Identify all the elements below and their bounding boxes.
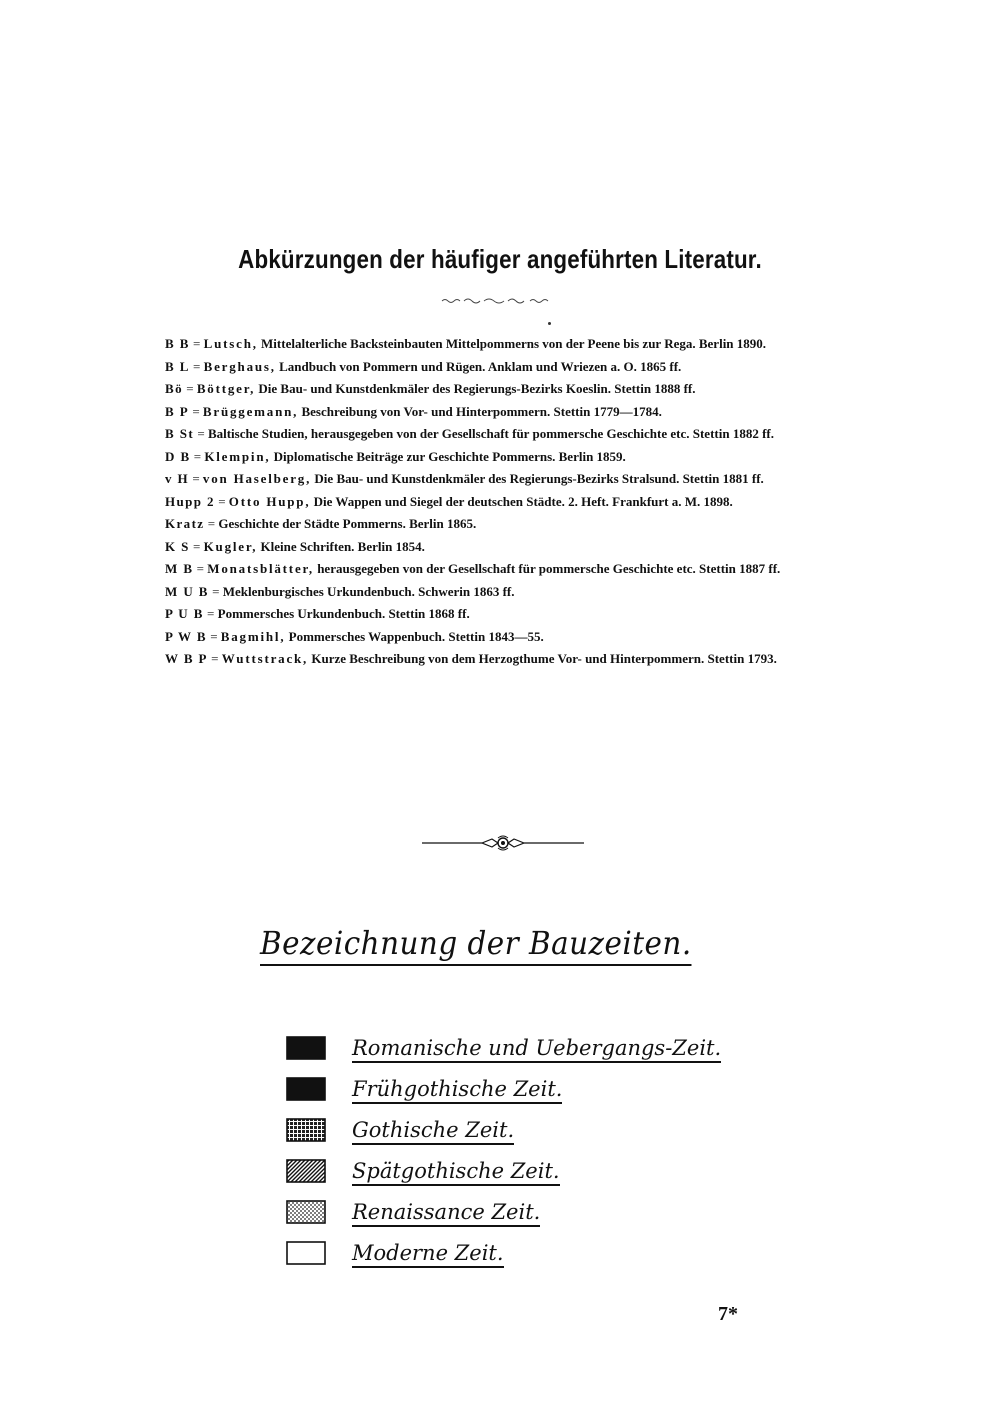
legend-row <box>286 1036 786 1077</box>
abbreviation-author: Wuttstrack, <box>221 651 309 666</box>
abbreviation-entry <box>165 334 845 353</box>
stray-dot <box>548 322 551 325</box>
abbreviation-author: Otto Hupp, <box>228 493 311 509</box>
abbreviation-entry <box>165 379 845 398</box>
abbreviation-entry <box>165 604 845 623</box>
abbreviation-key: M B <box>165 561 194 576</box>
abbreviation-entry <box>165 582 845 601</box>
abbreviation-description: Kleine Schriften. Berlin 1854. <box>260 538 425 554</box>
abbreviation-author: Monatsblätter, <box>207 561 314 576</box>
abbreviation-author: Klempin, <box>204 448 271 464</box>
abbreviation-entry <box>165 627 845 646</box>
abbreviation-description: Landbuch von Pommern und Rügen. Anklam und Wriezen a. O. 1865 ff. <box>279 358 682 374</box>
abbreviation-key: D B <box>165 448 191 464</box>
abbreviation-author: von Haselberg, <box>202 471 312 486</box>
abbreviation-description: Meklenburgisches Urkundenbuch. Schwerin 1863 ff. <box>222 583 515 599</box>
abbreviation-separator: = <box>212 583 220 599</box>
abbreviation-separator: = <box>207 606 215 621</box>
legend-row <box>286 1200 786 1241</box>
abbreviation-key: K S <box>165 538 190 554</box>
legend-row <box>286 1077 786 1118</box>
abbreviation-separator: = <box>197 426 205 441</box>
abbreviation-entry <box>165 514 845 533</box>
abbreviation-author: Berghaus, <box>203 358 276 374</box>
abbreviation-description: Baltische Studien, herausgegeben von der Gesellschaft für pommersche Geschichte etc. Stettin 1882 ff. <box>207 426 774 441</box>
abbreviation-key: W B P <box>165 651 208 666</box>
abbreviation-key: P U B <box>165 606 204 621</box>
legend-swatch-empty <box>286 1241 326 1265</box>
abbreviation-entry <box>165 402 845 421</box>
abbreviation-description: Die Wappen und Siegel der deutschen Städte. 2. Heft. Frankfurt a. M. 1898. <box>313 493 733 509</box>
abbreviation-key: M U B <box>165 583 209 599</box>
abbreviation-key: B L <box>165 358 190 374</box>
abbreviation-separator: = <box>192 403 200 419</box>
legend-row <box>286 1159 786 1200</box>
abbreviation-description: herausgegeben von der Gesellschaft für pommersche Geschichte etc. Stettin 1887 ff. <box>317 561 781 576</box>
abbreviation-description: Diplomatische Beiträge zur Geschichte Pommerns. Berlin 1859. <box>273 448 626 464</box>
abbreviation-entry <box>165 537 845 556</box>
legend-title <box>260 924 730 966</box>
abbreviation-description: Geschichte der Städte Pommerns. Berlin 1865. <box>218 516 477 531</box>
legend-label: Moderne Zeit. <box>352 1241 504 1268</box>
abbreviation-entry <box>165 559 845 578</box>
abbreviation-separator: = <box>207 516 216 531</box>
legend-swatch-solid-black <box>286 1077 326 1101</box>
abbreviation-entry <box>165 447 845 466</box>
legend-label: Romanische und Uebergangs-Zeit. <box>352 1036 721 1063</box>
abbreviation-separator: = <box>193 538 201 554</box>
legend-label: Renaissance Zeit. <box>352 1200 540 1227</box>
legend-row <box>286 1118 786 1159</box>
abbreviation-separator: = <box>193 358 201 374</box>
abbreviation-separator: = <box>186 381 194 396</box>
abbreviation-entry <box>165 492 845 511</box>
divider-ornament <box>420 834 586 852</box>
legend-label: Frühgothische Zeit. <box>352 1077 562 1104</box>
abbreviation-separator: = <box>193 448 202 464</box>
abbreviation-separator: = <box>218 493 226 509</box>
legend-label: Spätgothische Zeit. <box>352 1159 560 1186</box>
abbreviation-entry <box>165 649 845 668</box>
abbreviation-separator: = <box>192 471 200 486</box>
abbreviation-key: Kratz <box>165 516 205 531</box>
abbreviation-author: Lutsch, <box>203 336 258 351</box>
abbreviation-list <box>165 334 845 672</box>
abbreviation-description: Kurze Beschreibung von dem Herzogthume Vor- und Hinterpommern. Stettin 1793. <box>311 651 777 666</box>
abbreviation-description: Mittelalterliche Backsteinbauten Mittelpommerns von der Peene bis zur Rega. Berlin 1890. <box>261 336 767 351</box>
abbreviation-description: Pommersches Urkundenbuch. Stettin 1868 ff. <box>217 606 470 621</box>
building-period-legend <box>286 1036 786 1282</box>
title-ornament <box>440 296 550 306</box>
legend-swatch-crosshatch <box>286 1118 326 1142</box>
abbreviation-author: Kugler, <box>203 538 258 554</box>
abbreviation-key: Bö <box>165 381 183 396</box>
legend-title-text: Bezeichnung der Bauzeiten. <box>260 924 692 966</box>
abbreviation-description: Beschreibung von Vor- und Hinterpommern. Stettin 1779—1784. <box>301 403 662 419</box>
abbreviation-separator: = <box>211 651 219 666</box>
abbreviation-separator: = <box>210 628 218 644</box>
abbreviation-separator: = <box>193 336 201 351</box>
abbreviation-author: Bagmihl, <box>220 628 286 644</box>
abbreviation-key: B P <box>165 403 190 419</box>
abbreviation-description: Die Bau- und Kunstdenkmäler des Regierungs-Bezirks Koeslin. Stettin 1888 ff. <box>258 381 696 396</box>
abbreviation-entry <box>165 469 845 488</box>
abbreviation-separator: = <box>196 561 204 576</box>
abbreviation-description: Die Bau- und Kunstdenkmäler des Regierungs-Bezirks Stralsund. Stettin 1881 ff. <box>314 471 764 486</box>
abbreviation-entry <box>165 424 845 443</box>
abbreviation-author: Brüggemann, <box>202 403 299 419</box>
abbreviation-key: B B <box>165 336 190 351</box>
legend-swatch-solid-black <box>286 1036 326 1060</box>
page-number: 7* <box>718 1303 738 1325</box>
abbreviation-key: v H <box>165 471 190 486</box>
legend-swatch-diagonal-hatch <box>286 1159 326 1183</box>
legend-label: Gothische Zeit. <box>352 1118 514 1145</box>
abbreviation-key: Hupp 2 <box>165 493 215 509</box>
abbreviation-key: B St <box>165 426 195 441</box>
abbreviation-description: Pommersches Wappenbuch. Stettin 1843—55. <box>288 628 544 644</box>
legend-swatch-dotted <box>286 1200 326 1224</box>
abbreviation-key: P W B <box>165 628 207 644</box>
abbreviation-author: Böttger, <box>196 381 256 396</box>
abbreviation-entry <box>165 357 845 376</box>
page-title: Abkürzungen der häufiger angeführten Literatur. <box>238 244 762 274</box>
legend-row <box>286 1241 786 1282</box>
